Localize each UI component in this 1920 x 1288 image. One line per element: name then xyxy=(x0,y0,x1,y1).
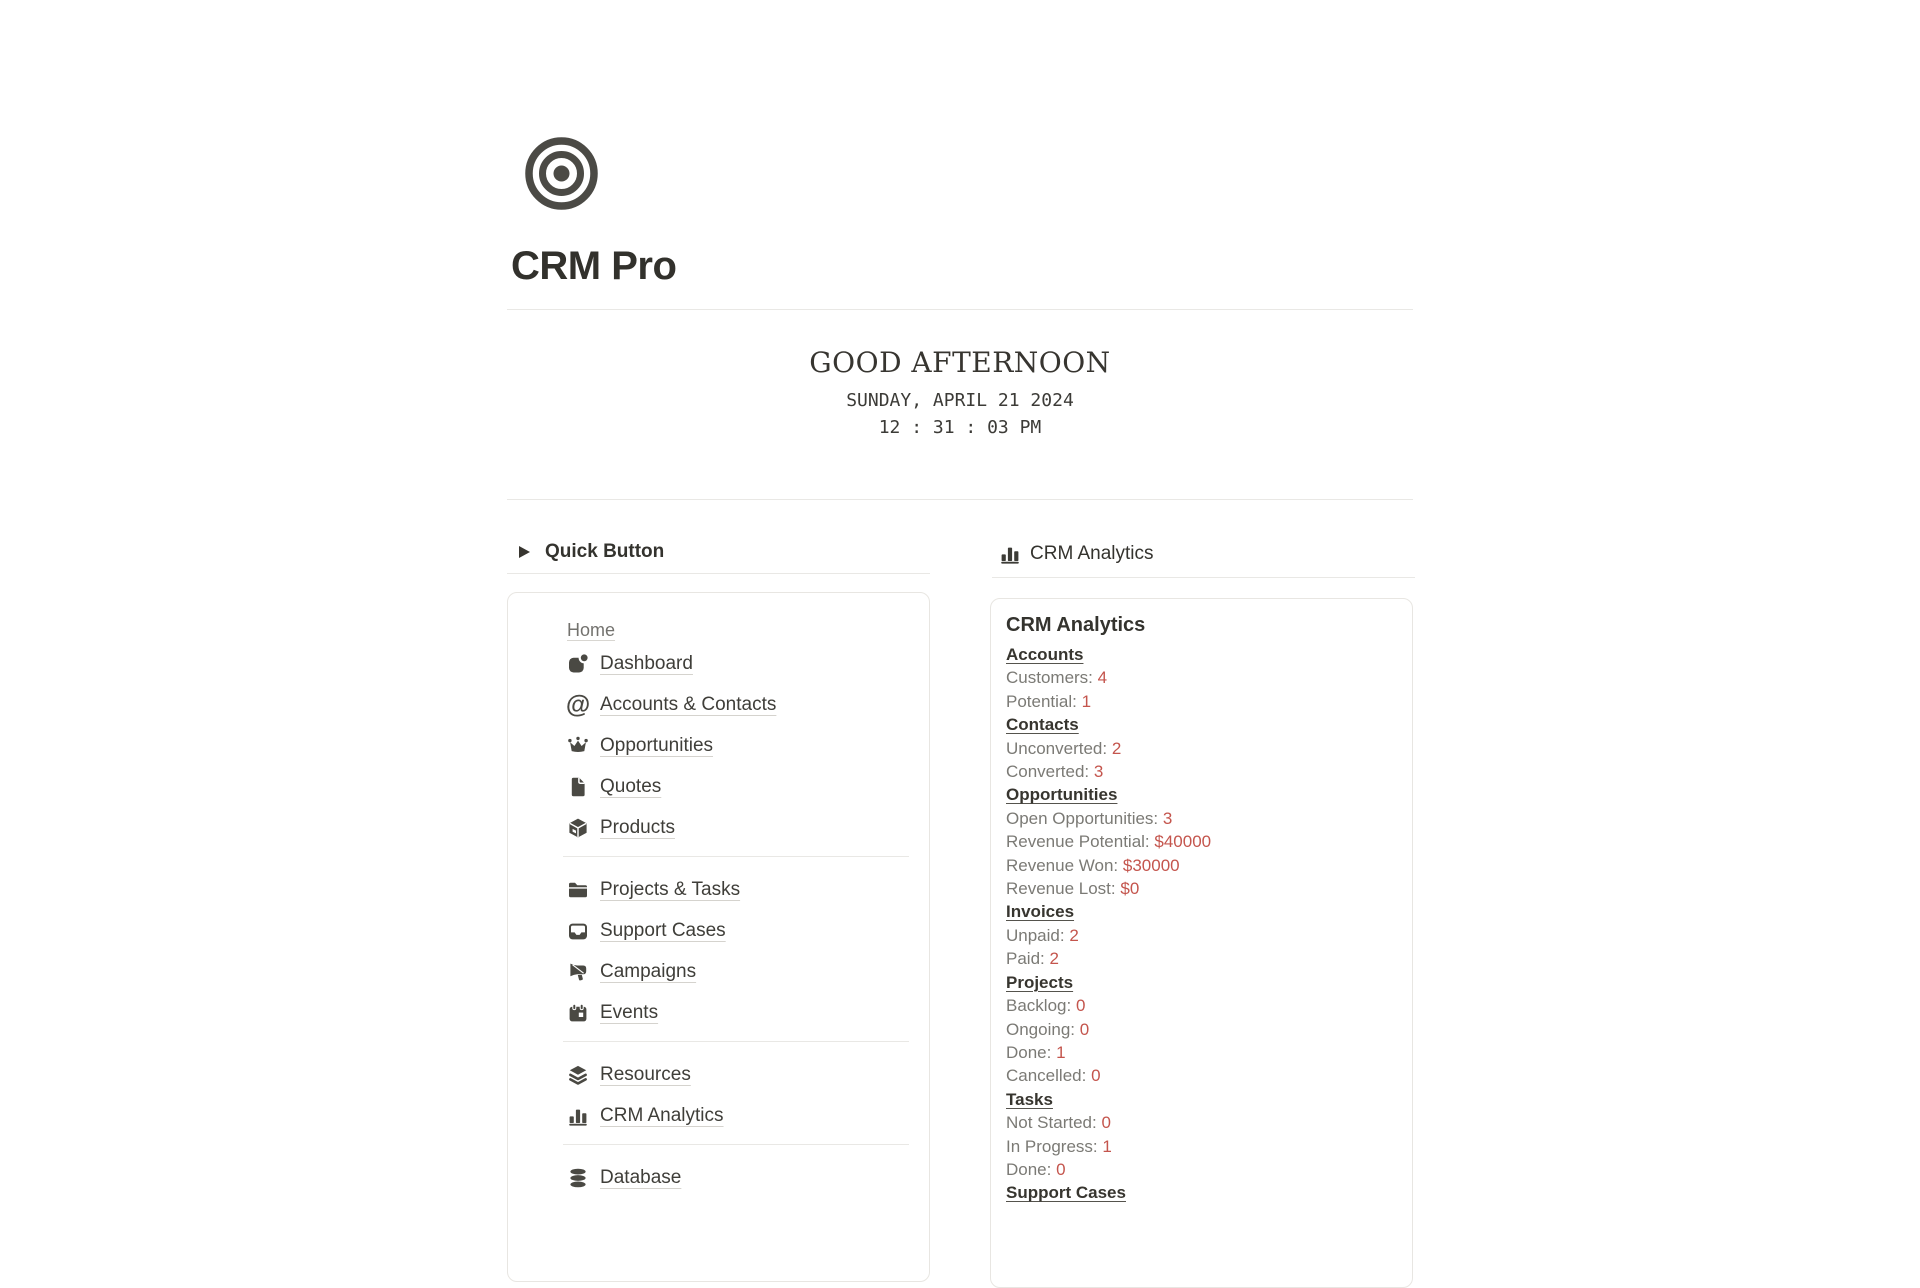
analytics-row-done xyxy=(1006,1041,1396,1064)
analytics-row-ongoing xyxy=(1006,1018,1396,1041)
analytics-row-backlog xyxy=(1006,994,1396,1017)
sidebar-item-projects-tasks[interactable] xyxy=(567,869,909,910)
analytics-row-revenue-potential xyxy=(1006,830,1396,853)
database-icon xyxy=(567,1167,589,1189)
sidebar-item-label: Database xyxy=(600,1166,682,1188)
sidebar-item-label: Quotes xyxy=(600,775,662,797)
analytics-row-label: Not Started: xyxy=(1006,1113,1102,1133)
analytics-row-revenue-won xyxy=(1006,854,1396,877)
dashboard-icon xyxy=(567,653,589,675)
analytics-row-label: Done: xyxy=(1006,1159,1057,1179)
analytics-row-label: In Progress: xyxy=(1006,1136,1103,1156)
crm-analytics-card xyxy=(990,598,1413,1288)
analytics-row-label: Ongoing: xyxy=(1006,1019,1080,1039)
analytics-row-label: Potential: xyxy=(1006,691,1082,711)
analytics-row-value: $0 xyxy=(1120,879,1140,899)
sidebar-item-opportunities[interactable] xyxy=(567,725,909,766)
analytics-row-label: Cancelled: xyxy=(1006,1066,1092,1086)
analytics-row-converted xyxy=(1006,760,1396,783)
analytics-section-heading-contacts: Contacts xyxy=(1006,715,1079,735)
target-icon[interactable] xyxy=(525,137,598,210)
analytics-row-value: 0 xyxy=(1079,1019,1090,1039)
analytics-row-label: Unconverted: xyxy=(1006,738,1112,758)
analytics-row-label: Converted: xyxy=(1006,762,1094,782)
greeting-block xyxy=(507,346,1413,441)
menu-group-divider xyxy=(563,1144,909,1145)
analytics-row-label: Paid: xyxy=(1006,949,1050,969)
sidebar-item-accounts-contacts[interactable] xyxy=(567,684,909,725)
analytics-row-label: Revenue Lost: xyxy=(1006,879,1121,899)
analytics-row-not-started xyxy=(1006,1111,1396,1134)
greeting-date: SUNDAY, APRIL 21 2024 xyxy=(846,390,1074,411)
layers-icon xyxy=(567,1064,589,1086)
sidebar-item-support-cases[interactable] xyxy=(567,910,909,951)
bar-chart-icon xyxy=(567,1105,589,1127)
box-icon xyxy=(567,817,589,839)
analytics-row-value: $30000 xyxy=(1122,855,1180,875)
analytics-row-value: 1 xyxy=(1081,691,1092,711)
analytics-row-value: 0 xyxy=(1075,996,1086,1016)
sidebar-item-label: Support Cases xyxy=(600,919,726,941)
analytics-row-value: 4 xyxy=(1097,668,1108,688)
sidebar-item-label: Campaigns xyxy=(600,960,697,982)
sidebar-item-resources[interactable] xyxy=(567,1054,909,1095)
analytics-row-value: 0 xyxy=(1056,1159,1066,1179)
divider xyxy=(507,309,1413,310)
crm-analytics-toggle[interactable] xyxy=(999,540,1413,568)
analytics-row-in-progress xyxy=(1006,1135,1396,1158)
page-title: CRM Pro xyxy=(511,244,677,288)
analytics-row-value: 0 xyxy=(1101,1113,1111,1133)
quick-button-toggle[interactable] xyxy=(519,536,930,568)
analytics-section-heading-opportunities: Opportunities xyxy=(1006,785,1118,805)
analytics-section-heading-accounts: Accounts xyxy=(1006,645,1084,664)
toggle-triangle-icon xyxy=(519,546,530,558)
sidebar-item-home[interactable]: Home xyxy=(567,620,616,640)
sidebar-item-campaigns[interactable] xyxy=(567,951,909,992)
menu-card xyxy=(507,592,930,1282)
analytics-row-value: 2 xyxy=(1111,738,1122,758)
analytics-row-label: Open Opportunities: xyxy=(1006,808,1163,828)
inbox-icon xyxy=(567,920,589,942)
bar-chart-icon xyxy=(999,543,1021,565)
analytics-row-label: Backlog: xyxy=(1006,996,1076,1016)
divider xyxy=(507,573,930,574)
sidebar-item-events[interactable] xyxy=(567,992,909,1033)
menu-group-divider xyxy=(563,1041,909,1042)
analytics-row-label: Unpaid: xyxy=(1006,925,1070,945)
sidebar-item-label: Products xyxy=(600,816,675,838)
menu-group-divider xyxy=(563,856,909,857)
analytics-row-value: 1 xyxy=(1102,1136,1112,1156)
analytics-row-label: Customers: xyxy=(1006,668,1098,688)
crown-icon xyxy=(567,735,589,757)
analytics-section-heading-tasks: Tasks xyxy=(1006,1089,1053,1109)
analytics-card-title: CRM Analytics xyxy=(1006,614,1146,636)
greeting-message: GOOD AFTERNOON xyxy=(809,346,1111,379)
crm-analytics-toggle-label: CRM Analytics xyxy=(1030,543,1154,564)
analytics-section-heading-projects: Projects xyxy=(1006,972,1074,992)
sidebar-item-crm-analytics[interactable] xyxy=(567,1095,909,1136)
analytics-row-paid xyxy=(1006,947,1396,970)
sidebar-item-products[interactable] xyxy=(567,807,909,848)
analytics-row-open-opportunities xyxy=(1006,807,1396,830)
sidebar-item-label: Resources xyxy=(600,1063,691,1085)
folder-icon xyxy=(567,879,589,901)
quick-button-label: Quick Button xyxy=(545,541,665,562)
analytics-row-value: 3 xyxy=(1162,808,1173,828)
megaphone-icon xyxy=(567,961,589,983)
sidebar-item-label: Projects & Tasks xyxy=(600,878,741,900)
greeting-clock: 12 : 31 : 03 PM xyxy=(878,417,1042,438)
divider xyxy=(507,499,1413,500)
sidebar-item-quotes[interactable] xyxy=(567,766,909,807)
analytics-row-unpaid xyxy=(1006,924,1396,947)
analytics-row-label: Revenue Potential: xyxy=(1006,832,1155,852)
calendar-icon xyxy=(567,1002,589,1024)
sidebar-item-label: Opportunities xyxy=(600,734,714,756)
analytics-row-label: Done: xyxy=(1006,1042,1057,1062)
analytics-row-customers xyxy=(1006,666,1396,689)
divider xyxy=(992,577,1415,578)
analytics-row-value: 2 xyxy=(1069,925,1079,945)
analytics-row-value: 0 xyxy=(1091,1066,1101,1086)
document-icon xyxy=(567,776,589,798)
analytics-row-value: 2 xyxy=(1049,949,1059,969)
analytics-row-done xyxy=(1006,1158,1396,1181)
sidebar-item-label: Accounts & Contacts xyxy=(600,693,777,715)
analytics-row-cancelled xyxy=(1006,1064,1396,1087)
sidebar-item-dashboard[interactable] xyxy=(567,643,909,684)
analytics-row-label: Revenue Won: xyxy=(1006,855,1123,875)
analytics-row-potential xyxy=(1006,690,1396,713)
sidebar-item-database[interactable] xyxy=(567,1157,909,1198)
analytics-sections xyxy=(1006,643,1396,1205)
analytics-row-value: 3 xyxy=(1093,762,1104,782)
analytics-row-revenue-lost xyxy=(1006,877,1396,900)
analytics-row-value: $40000 xyxy=(1154,832,1212,852)
sidebar-item-label: Dashboard xyxy=(600,652,693,674)
analytics-section-heading-support-cases: Support Cases xyxy=(1006,1183,1126,1203)
analytics-section-heading-invoices: Invoices xyxy=(1006,902,1075,922)
at-icon: @ xyxy=(565,690,591,719)
analytics-row-value: 1 xyxy=(1056,1042,1066,1062)
sidebar-item-label: Events xyxy=(600,1001,659,1023)
sidebar-item-label: CRM Analytics xyxy=(600,1104,724,1126)
menu-groups xyxy=(567,643,909,1198)
analytics-row-unconverted xyxy=(1006,737,1396,760)
